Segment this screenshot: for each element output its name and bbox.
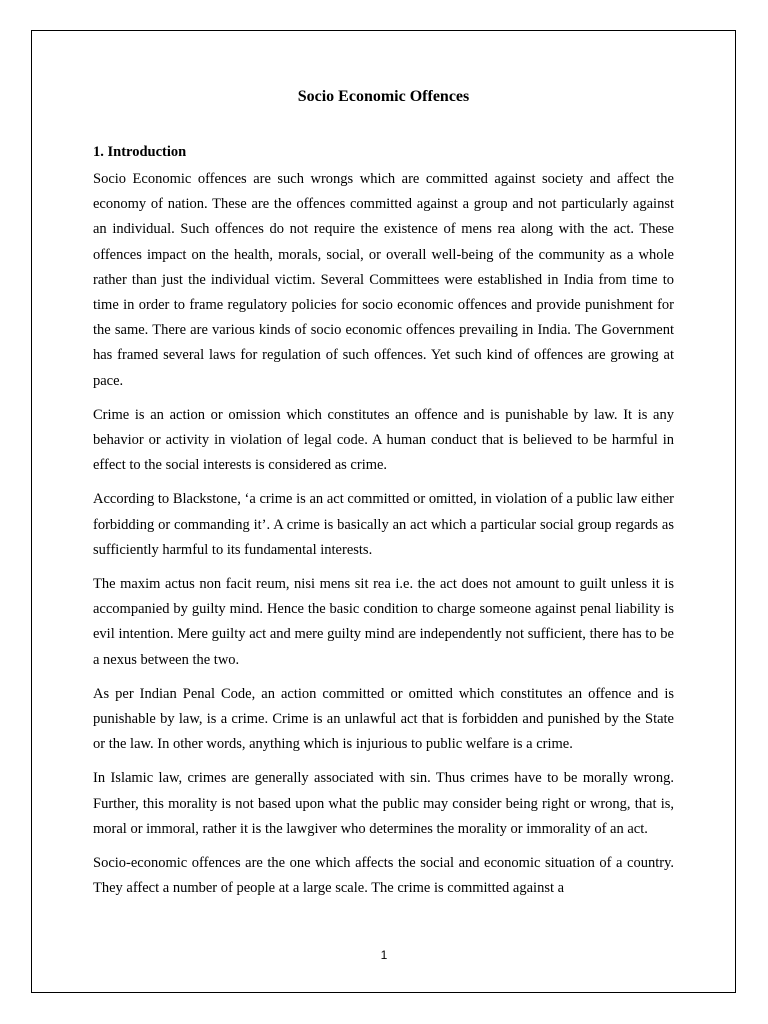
paragraph-socio-economic-offences: Socio Economic offences are such wrongs which are committed against society and affect the economy of nation. These are the offences committed against a group and not particularly against an individual. Such offences do not require the existence of mens rea along with the act. These offences impact on the health, morals, social, or overall well-being of the community as a whole rather than just the individual victim. Several Committees were established in India from time to time in order to frame regulatory policies for socio economic offences and provide punishment for the same. There are various kinds of socio economic offences prevailing in India. The Government has framed several laws for regulation of such offences. Yet such kind of offences are growing at pace. [93,171,674,389]
document-title: Socio Economic Offences [297,88,470,105]
paragraph-indian-penal-code: As per Indian Penal Code, an action committed or omitted which constitutes an offence and is punishable by law, is a crime. Crime is an unlawful act that is forbidden and punished by the State or the law. In other words, anything which is injurious to public welfare is a crime. [93,685,674,753]
page-number: 1 [380,948,388,962]
paragraph-socio-economic-scale: Socio-economic offences are the one which affects the social and economic situation of a country. They affect a number of people at a large scale. The crime is committed against a [93,855,674,897]
paragraph-blackstone: According to Blackstone, ‘a crime is an act committed or omitted, in violation of a public law either forbidding or commanding it’. A crime is basically an act which a particular social group regards as sufficiently harmful to its fundamental interests. [93,491,674,558]
paragraph-islamic-law: In Islamic law, crimes are generally associated with sin. Thus crimes have to be morally wrong. Further, this morality is not based upon what the public may consider being right or wrong, that is, moral or immoral, rather it is the lawgiver who determines the morality or immorality of an act. [93,770,674,837]
paragraph-maxim: The maxim actus non facit reum, nisi mens sit rea i.e. the act does not amount to guilt unless it is accompanied by guilty mind. Hence the basic condition to charge someone against penal liability is evil intention. Mere guilty act and mere guilty mind are independently not sufficient, there has to be a nexus between the two. [93,576,674,668]
document-body [93,86,674,910]
section-heading: 1. Introduction [93,144,187,160]
paragraph-crime-definition: Crime is an action or omission which constitutes an offence and is punishable by law. It is any behavior or activity in violation of legal code. A human conduct that is believed to be harmful in effect to the social interests is considered as crime. [93,406,674,474]
